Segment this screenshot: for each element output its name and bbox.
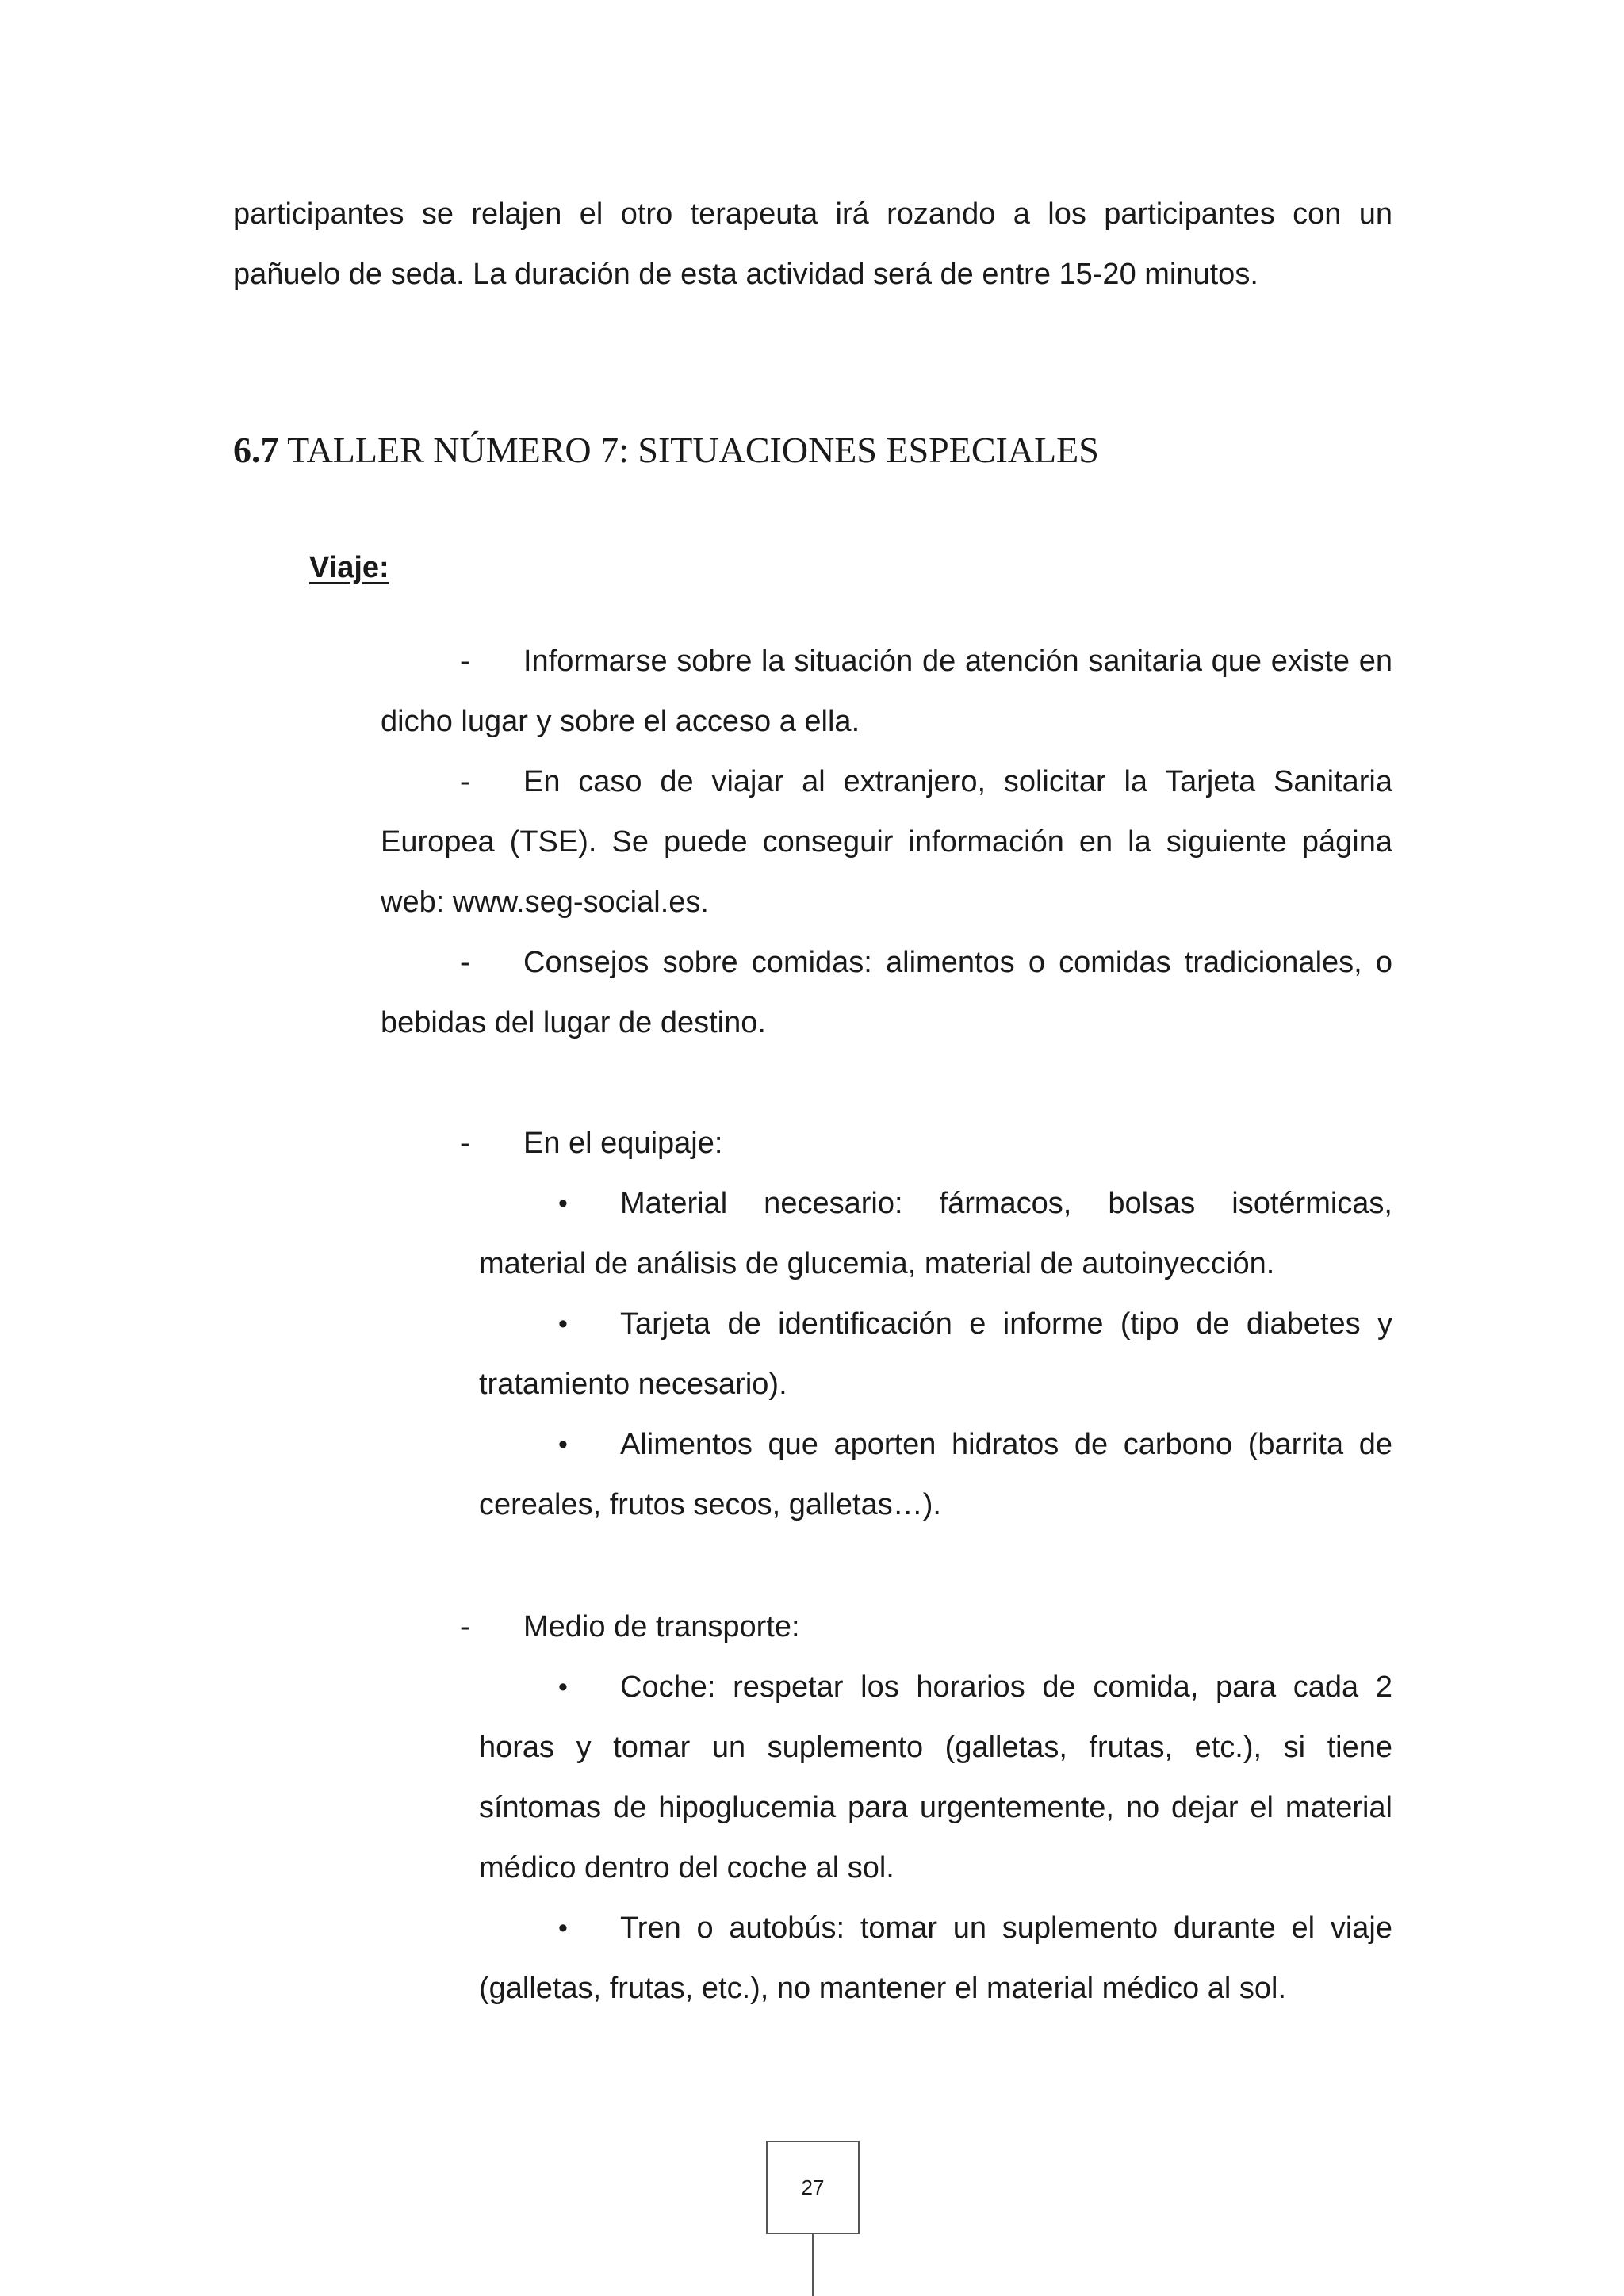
dash-marker: - <box>460 645 470 678</box>
bullet-item-text: Tarjeta de identificación e informe (tipo de diabetes y tratamiento necesario). <box>479 1307 1392 1401</box>
list-item-food <box>381 932 1392 1053</box>
bullet-item-text: Alimentos que aporten hidratos de carbono (barrita de cereales, frutos secos, galletas…). <box>479 1428 1392 1521</box>
list-item-info <box>381 631 1392 752</box>
dash-marker: - <box>460 946 470 979</box>
bullet-item-text: Material necesario: fármacos, bolsas isotérmicas, material de análisis de glucemia, material de autoinyección. <box>479 1187 1392 1280</box>
bullet-marker: • <box>558 1913 568 1943</box>
bullet-item-material <box>479 1173 1392 1294</box>
list-item-luggage <box>381 1113 1392 1173</box>
bullet-item-text: Coche: respetar los horarios de comida, para cada 2 horas y tomar un suplemento (galletas, frutas, etc.), si tiene síntomas de hipoglucemia para urgentemente, no dejar el material médico dentro del coche al sol. <box>479 1670 1392 1885</box>
list-item-text: Consejos sobre comidas: alimentos o comidas tradicionales, o bebidas del lugar de destino. <box>381 946 1392 1039</box>
bullet-marker: • <box>558 1672 568 1702</box>
list-item-text: En caso de viajar al extranjero, solicitar la Tarjeta Sanitaria Europea (TSE). Se puede conseguir información en la siguiente página web: www.seg-social.es. <box>381 765 1392 919</box>
bullet-item-car <box>479 1657 1392 1898</box>
bullet-item-food-supplies <box>479 1414 1392 1535</box>
list-item-text: Informarse sobre la situación de atención sanitaria que existe en dicho lugar y sobre el acceso a ella. <box>381 645 1392 738</box>
section-heading <box>233 427 1099 474</box>
list-item-tse <box>381 752 1392 932</box>
intro-paragraph: participantes se relajen el otro terapeuta irá rozando a los participantes con un pañuelo de seda. La duración de esta actividad será de entre 15-20 minutos. <box>233 197 1392 291</box>
page-number-box <box>766 2141 860 2234</box>
bullet-item-train-bus <box>479 1898 1392 2019</box>
page-number: 27 <box>801 2175 825 2199</box>
section-title: TALLER NÚMERO 7: SITUACIONES ESPECIALES <box>287 430 1099 470</box>
list-item-transport <box>381 1597 1392 1657</box>
subsection-title: Viaje: <box>309 551 389 584</box>
bullet-marker: • <box>558 1429 568 1460</box>
list-item-text: En el equipaje: <box>523 1127 723 1160</box>
dash-marker: - <box>460 1610 470 1644</box>
dash-marker: - <box>460 765 470 798</box>
bullet-marker: • <box>558 1188 568 1219</box>
list-item-text: Medio de transporte: <box>523 1610 800 1644</box>
dash-marker: - <box>460 1127 470 1160</box>
section-number: 6.7 <box>233 430 279 470</box>
bullet-marker: • <box>558 1309 568 1339</box>
page-number-connector-line <box>812 2234 814 2296</box>
bullet-item-text: Tren o autobús: tomar un suplemento durante el viaje (galletas, frutas, etc.), no mantener el material médico al sol. <box>479 1911 1392 2005</box>
bullet-item-id-card <box>479 1294 1392 1414</box>
